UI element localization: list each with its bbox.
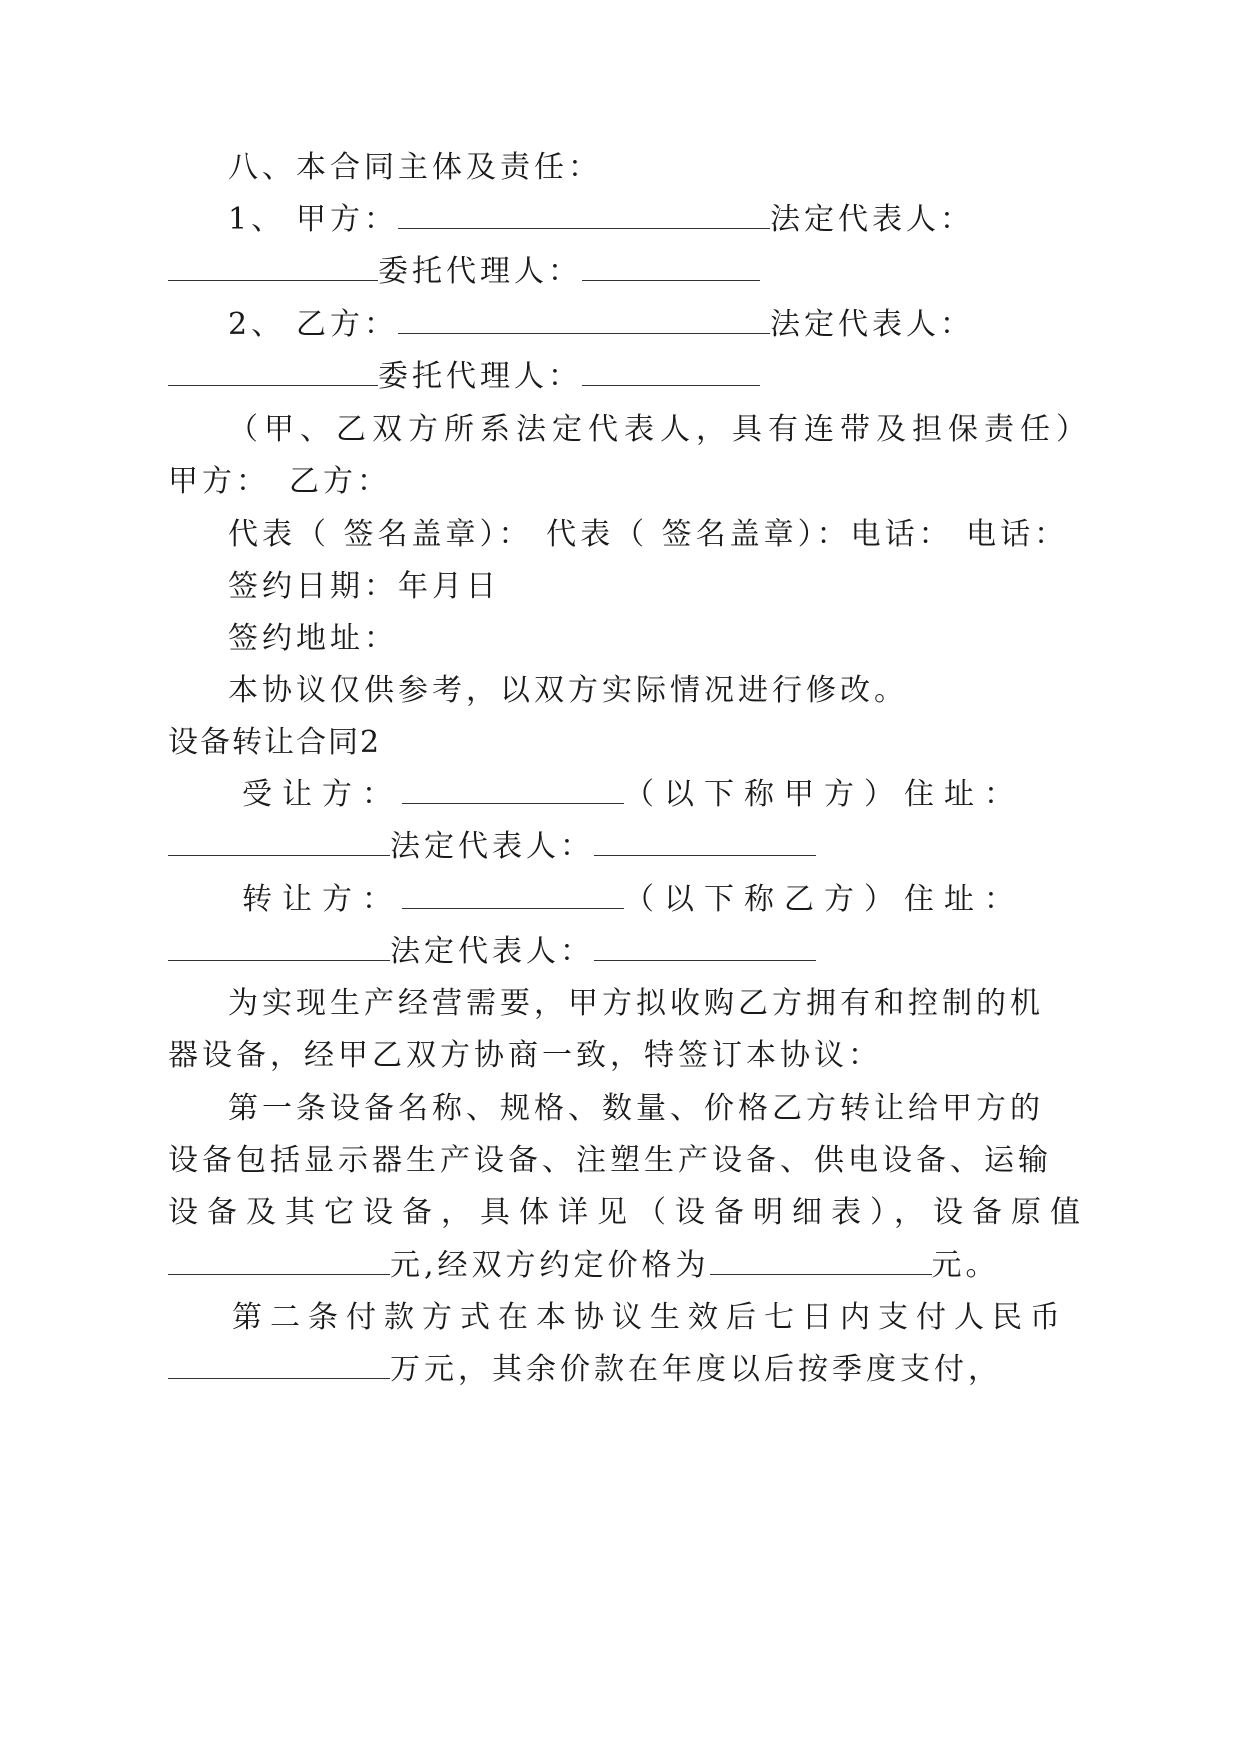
sign-rep-text: 代表（ 签名盖章）： 代表（ 签名盖章）：电话： 电话：: [228, 517, 1069, 552]
transferor-legal-blank[interactable]: [594, 936, 816, 961]
joint-note-text: （甲、乙双方所系法定代表人，具有连带及担保责任）: [228, 412, 1092, 447]
transferor-label: 转让方：: [242, 882, 402, 917]
party-b-number: 2、: [228, 307, 286, 342]
transferee-legal-blank[interactable]: [594, 831, 816, 856]
transferee-blank[interactable]: [402, 779, 624, 804]
party-b-agent-line: [168, 357, 760, 397]
party-b-blank[interactable]: [398, 309, 770, 334]
article1-text-3: 设备及其它设备，具体详见（设备明细表），设备原值: [168, 1195, 1089, 1230]
party-a-legal-blank[interactable]: [168, 256, 378, 281]
heading-text: 八、本合同主体及责任：: [228, 150, 602, 185]
preamble-text-2: 器设备，经甲乙双方协商一致，特签订本协议：: [168, 1038, 882, 1073]
party-b-label: 乙方：: [296, 307, 398, 342]
preamble-text-1: 为实现生产经营需要，甲方拟收购乙方拥有和控制的机: [228, 986, 1044, 1021]
sign-date-text: 签约日期：年月日: [228, 569, 500, 604]
article1-line-4: [168, 1246, 1000, 1286]
transferee-legal-line: [168, 827, 816, 867]
sign-parties-text: 甲方： 乙方：: [168, 464, 391, 499]
article2-text-1: 第二条付款方式在本协议生效后七日内支付人民币: [232, 1300, 1068, 1335]
transferee-label: 受让方：: [242, 777, 402, 812]
transferor-blank[interactable]: [402, 884, 624, 909]
article2-line-1: [232, 1298, 1068, 1338]
transferee-legal-label: 法定代表人：: [390, 829, 594, 864]
transferee-line: [242, 775, 1024, 815]
original-value-blank[interactable]: [168, 1250, 390, 1275]
party-a-label: 甲方：: [296, 202, 398, 237]
party-b-line: [228, 305, 974, 345]
agreed-price-blank[interactable]: [710, 1250, 932, 1275]
party-a-agent-label: 委托代理人：: [378, 254, 582, 289]
transferor-legal-line: [168, 932, 816, 972]
transferor-address-blank[interactable]: [168, 936, 390, 961]
party-b-legal-label: 法定代表人：: [770, 307, 974, 342]
disclaimer-text: 本协议仅供参考，以双方实际情况进行修改。: [228, 673, 908, 708]
signing-place: [228, 619, 398, 659]
disclaimer: [228, 671, 908, 711]
party-a-agent-blank[interactable]: [582, 256, 760, 281]
party-a-line: [228, 200, 974, 240]
party-a-agent-line: [168, 252, 760, 292]
party-a-number: 1、: [228, 202, 286, 237]
payment-amount-blank[interactable]: [168, 1354, 390, 1379]
signature-representatives: [228, 515, 1068, 555]
contract-title-text: 设备转让合同2: [168, 725, 382, 760]
transferor-line: [242, 880, 1024, 920]
article1-text-1: 第一条设备名称、规格、数量、价格乙方转让给甲方的: [228, 1091, 1044, 1126]
transferor-note: （以下称乙方）住址：: [624, 882, 1024, 917]
signing-date: [228, 567, 500, 607]
transferee-address-blank[interactable]: [168, 831, 390, 856]
payment-rest: 万元，其余价款在年度以后按季度支付，: [390, 1352, 1002, 1387]
joint-liability-note: [228, 410, 1092, 450]
article1-text-2: 设备包括显示器生产设备、注塑生产设备、供电设备、运输: [168, 1143, 1052, 1178]
sign-place-text: 签约地址：: [228, 621, 398, 656]
article1-line-2: [168, 1141, 1052, 1181]
section-heading: [228, 148, 602, 188]
transferor-legal-label: 法定代表人：: [390, 934, 594, 969]
party-b-agent-blank[interactable]: [582, 361, 760, 386]
party-b-agent-label: 委托代理人：: [378, 359, 582, 394]
agreed-price-label: 元,经双方约定价格为: [390, 1248, 710, 1283]
article2-line-2: [168, 1350, 1002, 1390]
signature-parties: [168, 462, 391, 502]
preamble-line-1: [228, 984, 1044, 1024]
party-b-legal-blank[interactable]: [168, 361, 378, 386]
preamble-line-2: [168, 1036, 882, 1076]
article1-line-3: [168, 1193, 1089, 1233]
article1-line-1: [228, 1089, 1044, 1129]
transferee-note: （以下称甲方）住址：: [624, 777, 1024, 812]
party-a-legal-label: 法定代表人：: [770, 202, 974, 237]
yuan-suffix: 元。: [931, 1248, 1000, 1283]
party-a-blank[interactable]: [398, 204, 770, 229]
contract-title: [168, 723, 381, 763]
